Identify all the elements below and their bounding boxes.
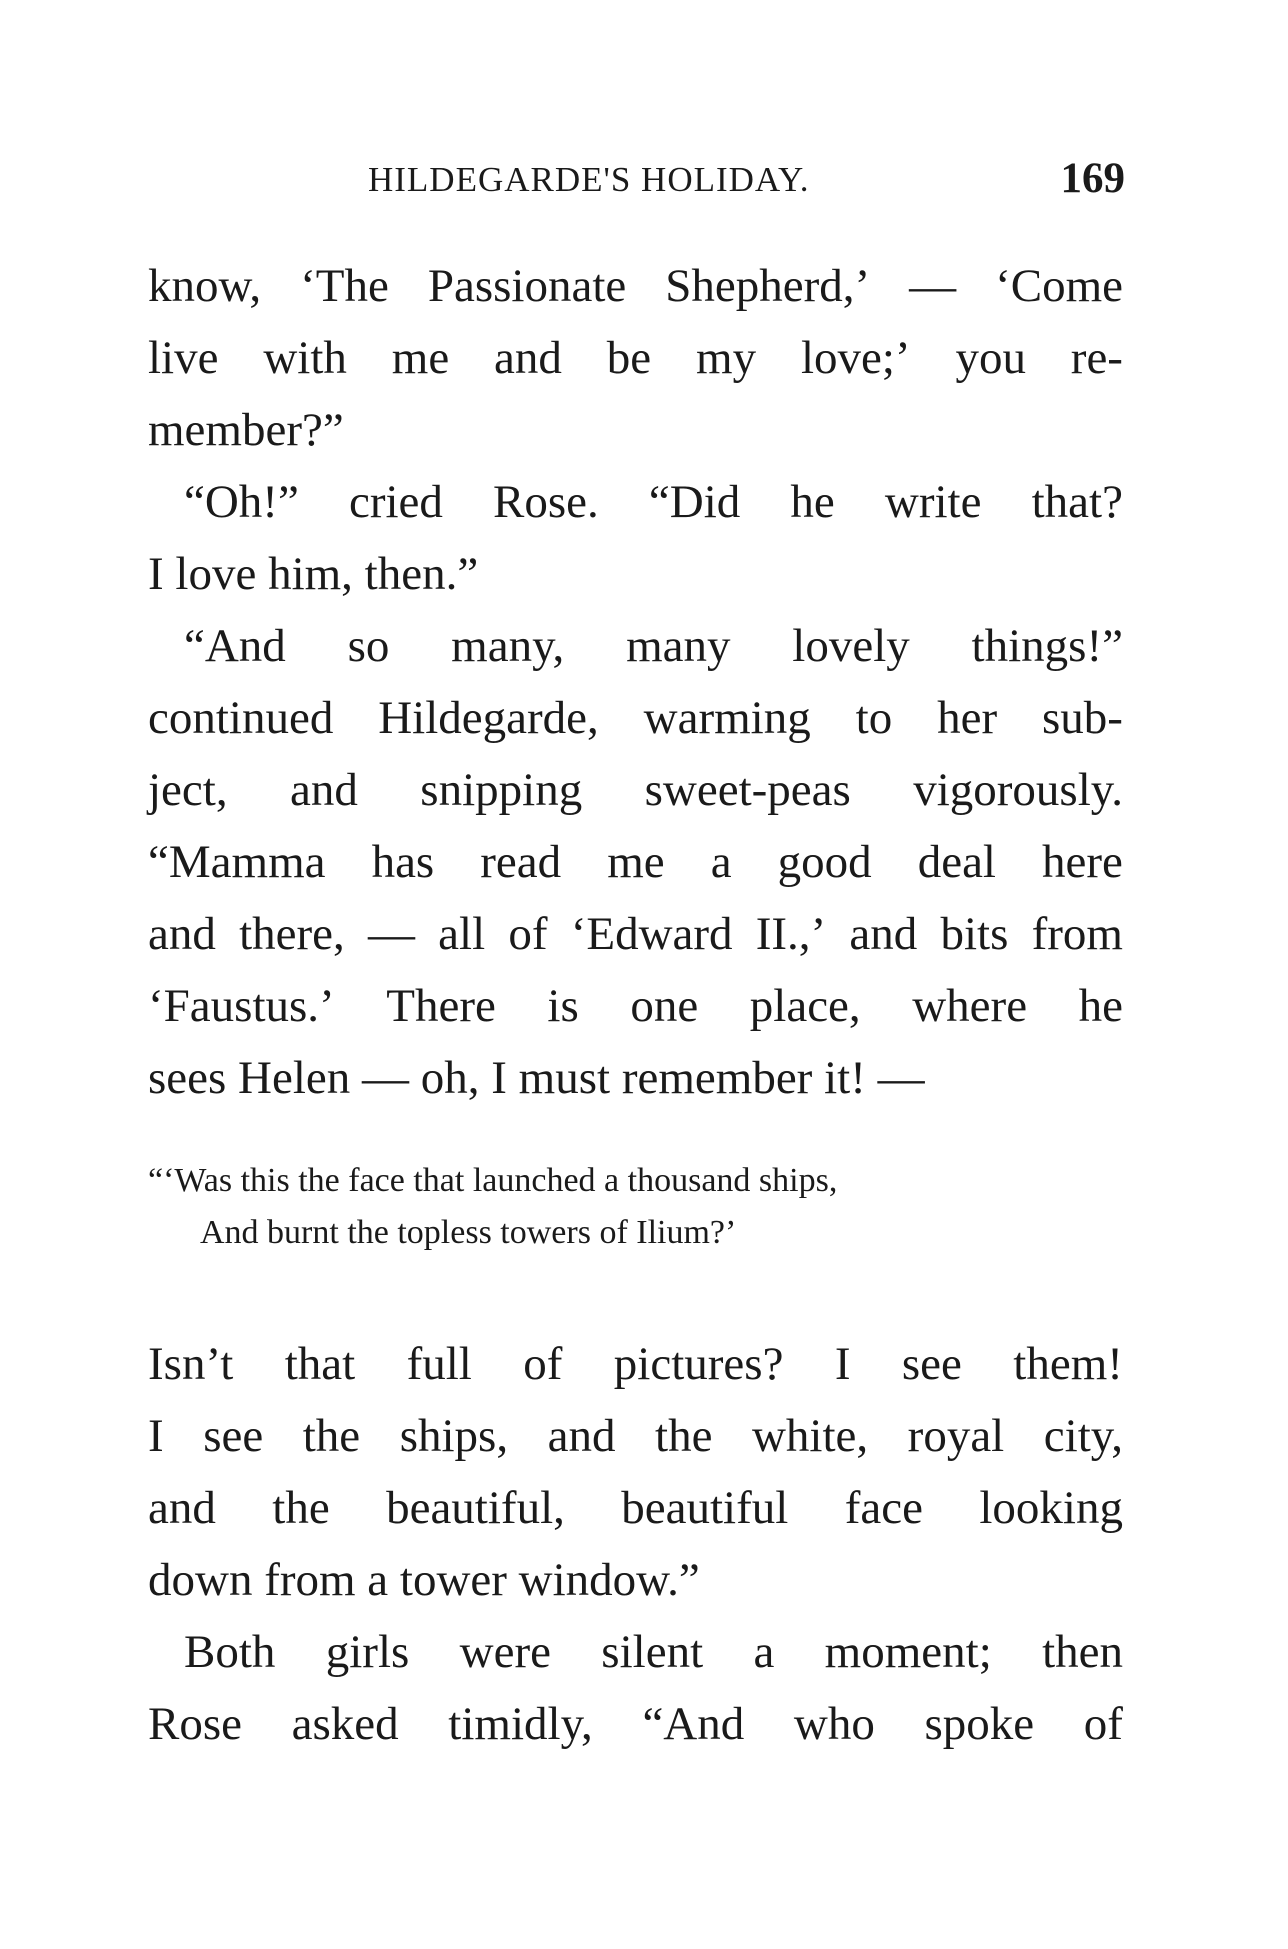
- word: spoke: [924, 1698, 1035, 1750]
- word: white,: [751, 1410, 869, 1462]
- word: Isn’t: [148, 1338, 234, 1390]
- word: deal: [917, 836, 996, 888]
- word: then: [1042, 1626, 1123, 1678]
- word: and: [290, 764, 358, 816]
- word: pictures?: [613, 1338, 784, 1390]
- word: who: [793, 1698, 875, 1750]
- word: warming: [643, 692, 811, 744]
- word: vigorously.: [913, 764, 1123, 816]
- word: the: [655, 1410, 713, 1462]
- running-title: HILDEGARDE'S HOLIDAY.: [368, 160, 810, 199]
- text-line: [148, 466, 1123, 538]
- word: me: [391, 332, 450, 384]
- word: here: [1042, 836, 1123, 888]
- word: of: [1083, 1698, 1123, 1750]
- word: and: [494, 332, 562, 384]
- word: of: [523, 1338, 563, 1390]
- word: looking: [979, 1482, 1123, 1534]
- word: full: [406, 1338, 472, 1390]
- text-line: member?”: [148, 404, 344, 456]
- word: re-: [1070, 332, 1123, 384]
- word: you: [955, 332, 1026, 384]
- word: place,: [749, 980, 861, 1032]
- word: there,: [239, 908, 345, 960]
- page-header: [140, 155, 1125, 220]
- word: face: [844, 1482, 923, 1534]
- word: a: [710, 836, 732, 888]
- word: I: [148, 1410, 164, 1462]
- word: he: [1078, 980, 1123, 1032]
- text-block-1: [148, 250, 1123, 1114]
- word: where: [912, 980, 1028, 1032]
- text-line: [148, 970, 1123, 1042]
- word: love;’: [800, 332, 911, 384]
- word: them!: [1013, 1338, 1123, 1390]
- page-number: 169: [1060, 155, 1125, 202]
- word: see: [203, 1410, 264, 1462]
- word: Rose: [148, 1698, 242, 1750]
- word: live: [148, 332, 219, 384]
- word: beautiful: [621, 1482, 789, 1534]
- word: a: [753, 1626, 775, 1678]
- word: lovely: [792, 620, 910, 672]
- word: and: [547, 1410, 616, 1462]
- word: —: [367, 908, 415, 960]
- text-line: I love him, then.”: [148, 548, 479, 600]
- word: and: [148, 908, 216, 960]
- word: II.,’: [755, 908, 827, 960]
- word: sweet-peas: [644, 764, 851, 816]
- word: continued: [148, 692, 334, 744]
- word: many,: [451, 620, 565, 672]
- word: from: [1031, 908, 1123, 960]
- word: one: [630, 980, 699, 1032]
- word: royal: [907, 1410, 1005, 1462]
- word: “And: [642, 1698, 745, 1750]
- text-line: [148, 1400, 1123, 1472]
- word: beautiful,: [386, 1482, 565, 1534]
- word: know,: [148, 260, 262, 312]
- word: bits: [940, 908, 1009, 960]
- word: ‘Come: [995, 260, 1123, 312]
- word: of: [508, 908, 548, 960]
- word: Hildegarde,: [378, 692, 599, 744]
- word: my: [696, 332, 757, 384]
- word: asked: [291, 1698, 399, 1750]
- word: “Oh!”: [184, 476, 299, 528]
- word: that?: [1031, 476, 1123, 528]
- word: good: [777, 836, 872, 888]
- word: is: [547, 980, 579, 1032]
- text-line: [148, 250, 1123, 322]
- text-line: [148, 1328, 1123, 1400]
- text-line: [148, 682, 1123, 754]
- text-line: [148, 1688, 1123, 1760]
- word: ships,: [399, 1410, 509, 1462]
- word: be: [606, 332, 652, 384]
- word: ‘The: [300, 260, 389, 312]
- text-block-2: [148, 1328, 1123, 1760]
- text-line: down from a tower window.”: [148, 1554, 700, 1606]
- text-line: [148, 610, 1123, 682]
- word: the: [302, 1410, 361, 1462]
- word: “Did: [648, 476, 741, 528]
- word: and: [148, 1482, 216, 1534]
- word: girls: [325, 1626, 410, 1678]
- verse-quotation: [148, 1155, 1128, 1259]
- verse-line: “‘Was this the face that launched a thousand ships,: [148, 1162, 838, 1199]
- text-line: [148, 1472, 1123, 1544]
- text-line: [148, 898, 1123, 970]
- word: things!”: [971, 620, 1123, 672]
- word: to: [855, 692, 893, 744]
- word: ject,: [148, 764, 228, 816]
- word: write: [884, 476, 982, 528]
- word: so: [347, 620, 390, 672]
- word: her: [937, 692, 998, 744]
- text-line: sees Helen — oh, I must remember it! —: [148, 1052, 925, 1104]
- word: Both: [184, 1626, 276, 1678]
- word: he: [790, 476, 835, 528]
- word: many: [626, 620, 731, 672]
- word: see: [901, 1338, 962, 1390]
- text-line: [148, 1616, 1123, 1688]
- word: “And: [184, 620, 286, 672]
- word: cried: [348, 476, 443, 528]
- word: were: [459, 1626, 551, 1678]
- word: timidly,: [448, 1698, 593, 1750]
- word: me: [607, 836, 665, 888]
- word: There: [386, 980, 496, 1032]
- word: ‘Faustus.’: [148, 980, 335, 1032]
- text-line: [148, 754, 1123, 826]
- word: sub-: [1042, 692, 1123, 744]
- word: “Mamma: [148, 836, 326, 888]
- word: snipping: [420, 764, 583, 816]
- word: and: [849, 908, 918, 960]
- word: city,: [1043, 1410, 1123, 1462]
- text-line: [148, 826, 1123, 898]
- word: silent: [601, 1626, 704, 1678]
- word: —: [909, 260, 957, 312]
- verse-line: And burnt the topless towers of Ilium?’: [200, 1214, 737, 1251]
- word: moment;: [824, 1626, 992, 1678]
- word: Rose.: [493, 476, 599, 528]
- word: read: [480, 836, 562, 888]
- word: all: [438, 908, 486, 960]
- word: has: [371, 836, 435, 888]
- word: that: [284, 1338, 356, 1390]
- text-line: [148, 322, 1123, 394]
- word: ‘Edward: [570, 908, 733, 960]
- word: with: [263, 332, 347, 384]
- word: Passionate: [427, 260, 627, 312]
- word: I: [834, 1338, 851, 1390]
- word: the: [272, 1482, 330, 1534]
- word: Shepherd,’: [665, 260, 871, 312]
